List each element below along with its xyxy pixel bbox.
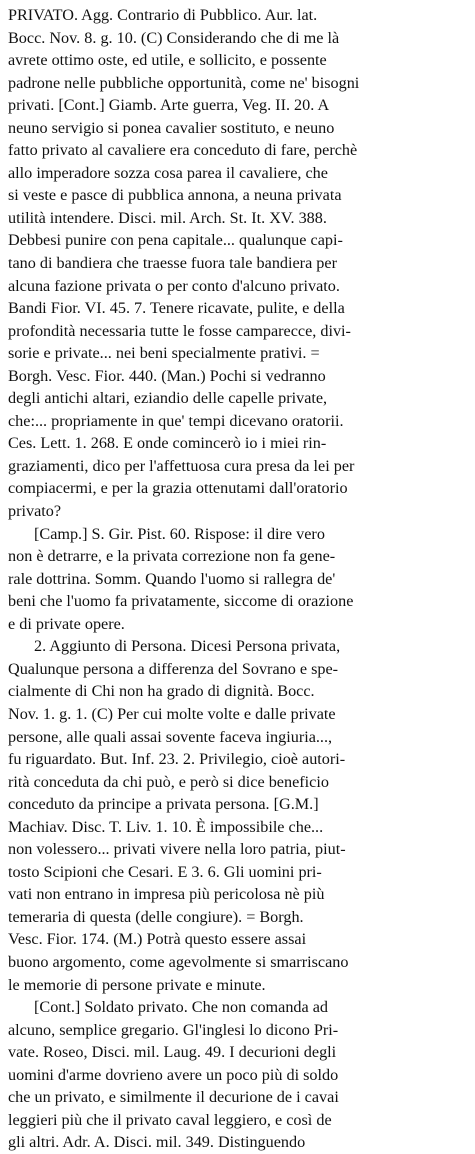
text-line: fatto privato al cavaliere era conceduto di fare, perchè xyxy=(8,141,358,160)
text-line: Machiav. Disc. T. Liv. 1. 10. È impossibile che... xyxy=(8,817,324,836)
text-line: Ces. Lett. 1. 268. E onde comincerò io i miei rin- xyxy=(8,434,327,453)
text-line: vate. Roseo, Disci. mil. Laug. 49. I decurioni degli xyxy=(8,1043,337,1062)
text-line: buono argomento, come agevolmente si smarriscano xyxy=(8,952,349,971)
text-line: non è detrarre, e la privata correzione non fa gene- xyxy=(8,547,336,566)
text-line: temeraria di questa (delle congiure). = Borgh. xyxy=(8,907,304,926)
text-line: non volessero... privati vivere nella loro patria, piut- xyxy=(8,840,346,859)
text-line: Bandi Fior. VI. 45. 7. Tenere ricavate, pulite, e della xyxy=(8,299,345,318)
text-line: privati. [Cont.] Giamb. Arte guerra, Veg. II. 20. A xyxy=(8,96,330,115)
text-line: alcuna fazione privata o per conto d'alcuno privato. xyxy=(8,276,340,295)
text-line: neuno servigio si ponea cavalier sostituto, e neuno xyxy=(8,118,335,137)
text-line: tosto Scipioni che Cesari. E 3. 6. Gli uomini pri- xyxy=(8,862,322,881)
text-line: Qualunque persona a differenza del Sovrano e spe- xyxy=(8,659,339,678)
text-line: profondità necessaria tutte le fosse camparecce, divi- xyxy=(8,321,351,340)
text-line: [Cont.] Soldato privato. Che non comanda ad xyxy=(34,998,329,1017)
text-line: che:... propriamente in que' tempi dicevano oratorii. xyxy=(8,411,344,430)
text-line: avrete ottimo oste, ed utile, e sollicito, e possente xyxy=(8,51,327,70)
text-line: Vesc. Fior. 174. (M.) Potrà questo essere assai xyxy=(8,930,307,949)
text-line: beni che l'uomo fa privatamente, siccome di orazione xyxy=(8,592,354,611)
text-line: sorie e private... nei beni specialmente prativi. = xyxy=(8,344,320,363)
text-line: Nov. 1. g. 1. (C) Per cui molte volte e dalle private xyxy=(8,704,336,723)
text-line: le memorie di persone private e minute. xyxy=(8,975,266,994)
text-line: alcuno, semplice gregario. Gl'inglesi lo dicono Pri- xyxy=(8,1020,339,1039)
text-line: rità conceduta da chi può, e però si dice beneficio xyxy=(8,772,329,791)
text-line: compiacermi, e per la grazia ottenutami dall'oratorio xyxy=(8,479,348,498)
text-line: Debbesi punire con pena capitale... qualunque capi- xyxy=(8,231,343,250)
text-line: degli antichi altari, eziandio delle capelle private, xyxy=(8,389,328,408)
text-line: conceduto da principe a privata persona. [G.M.] xyxy=(8,795,319,814)
text-line: e di private opere. xyxy=(8,614,125,633)
text-line: persone, alle quali assai sovente faceva ingiuria..., xyxy=(8,727,333,746)
text-line: padrone nelle pubbliche opportunità, come ne' bisogni xyxy=(8,73,360,92)
text-line: fu riguardato. But. Inf. 23. 2. Privilegio, cioè autori- xyxy=(8,750,346,769)
text-line: si veste e pasce di pubblica annona, a neuna privata xyxy=(8,186,342,205)
text-line: vati non entrano in impresa più pericolosa nè più xyxy=(8,885,325,904)
text-line: che un privato, e similmente il decurione de i cavai xyxy=(8,1088,339,1107)
text-line: rale dottrina. Somm. Quando l'uomo si rallegra de' xyxy=(8,569,336,588)
text-line: [Camp.] S. Gir. Pist. 60. Rispose: il dire vero xyxy=(34,524,325,543)
entry-body xyxy=(8,4,469,1154)
text-line: gli altri. Adr. A. Disci. mil. 349. Distinguendo xyxy=(8,1133,306,1152)
text-line: uomini d'arme dovrieno avere un poco più di soldo xyxy=(8,1065,339,1084)
text-line: Borgh. Vesc. Fior. 440. (Man.) Pochi si vedranno xyxy=(8,366,326,385)
text-line: privato? xyxy=(8,502,62,521)
text-line: leggieri più che il privato caval leggiero, e così de xyxy=(8,1110,332,1129)
text-line: tano di bandiera che traesse fuora tale bandiera per xyxy=(8,254,337,273)
text-line: graziamenti, dico per l'affettuosa cura presa da lei per xyxy=(8,456,355,475)
text-line: allo imperadore sozza cosa parea il cavaliere, che xyxy=(8,163,328,182)
text-line: utilità intendere. Disci. mil. Arch. St. It. XV. 388. xyxy=(8,208,327,227)
text-line: PRIVATO. Agg. Contrario di Pubblico. Aur. lat. xyxy=(8,6,318,24)
text-line: Bocc. Nov. 8. g. 10. (C) Considerando che di me là xyxy=(8,28,340,47)
text-line: 2. Aggiunto di Persona. Dicesi Persona privata, xyxy=(34,637,341,656)
text-line: cialmente di Chi non ha grado di dignità. Bocc. xyxy=(8,682,315,701)
